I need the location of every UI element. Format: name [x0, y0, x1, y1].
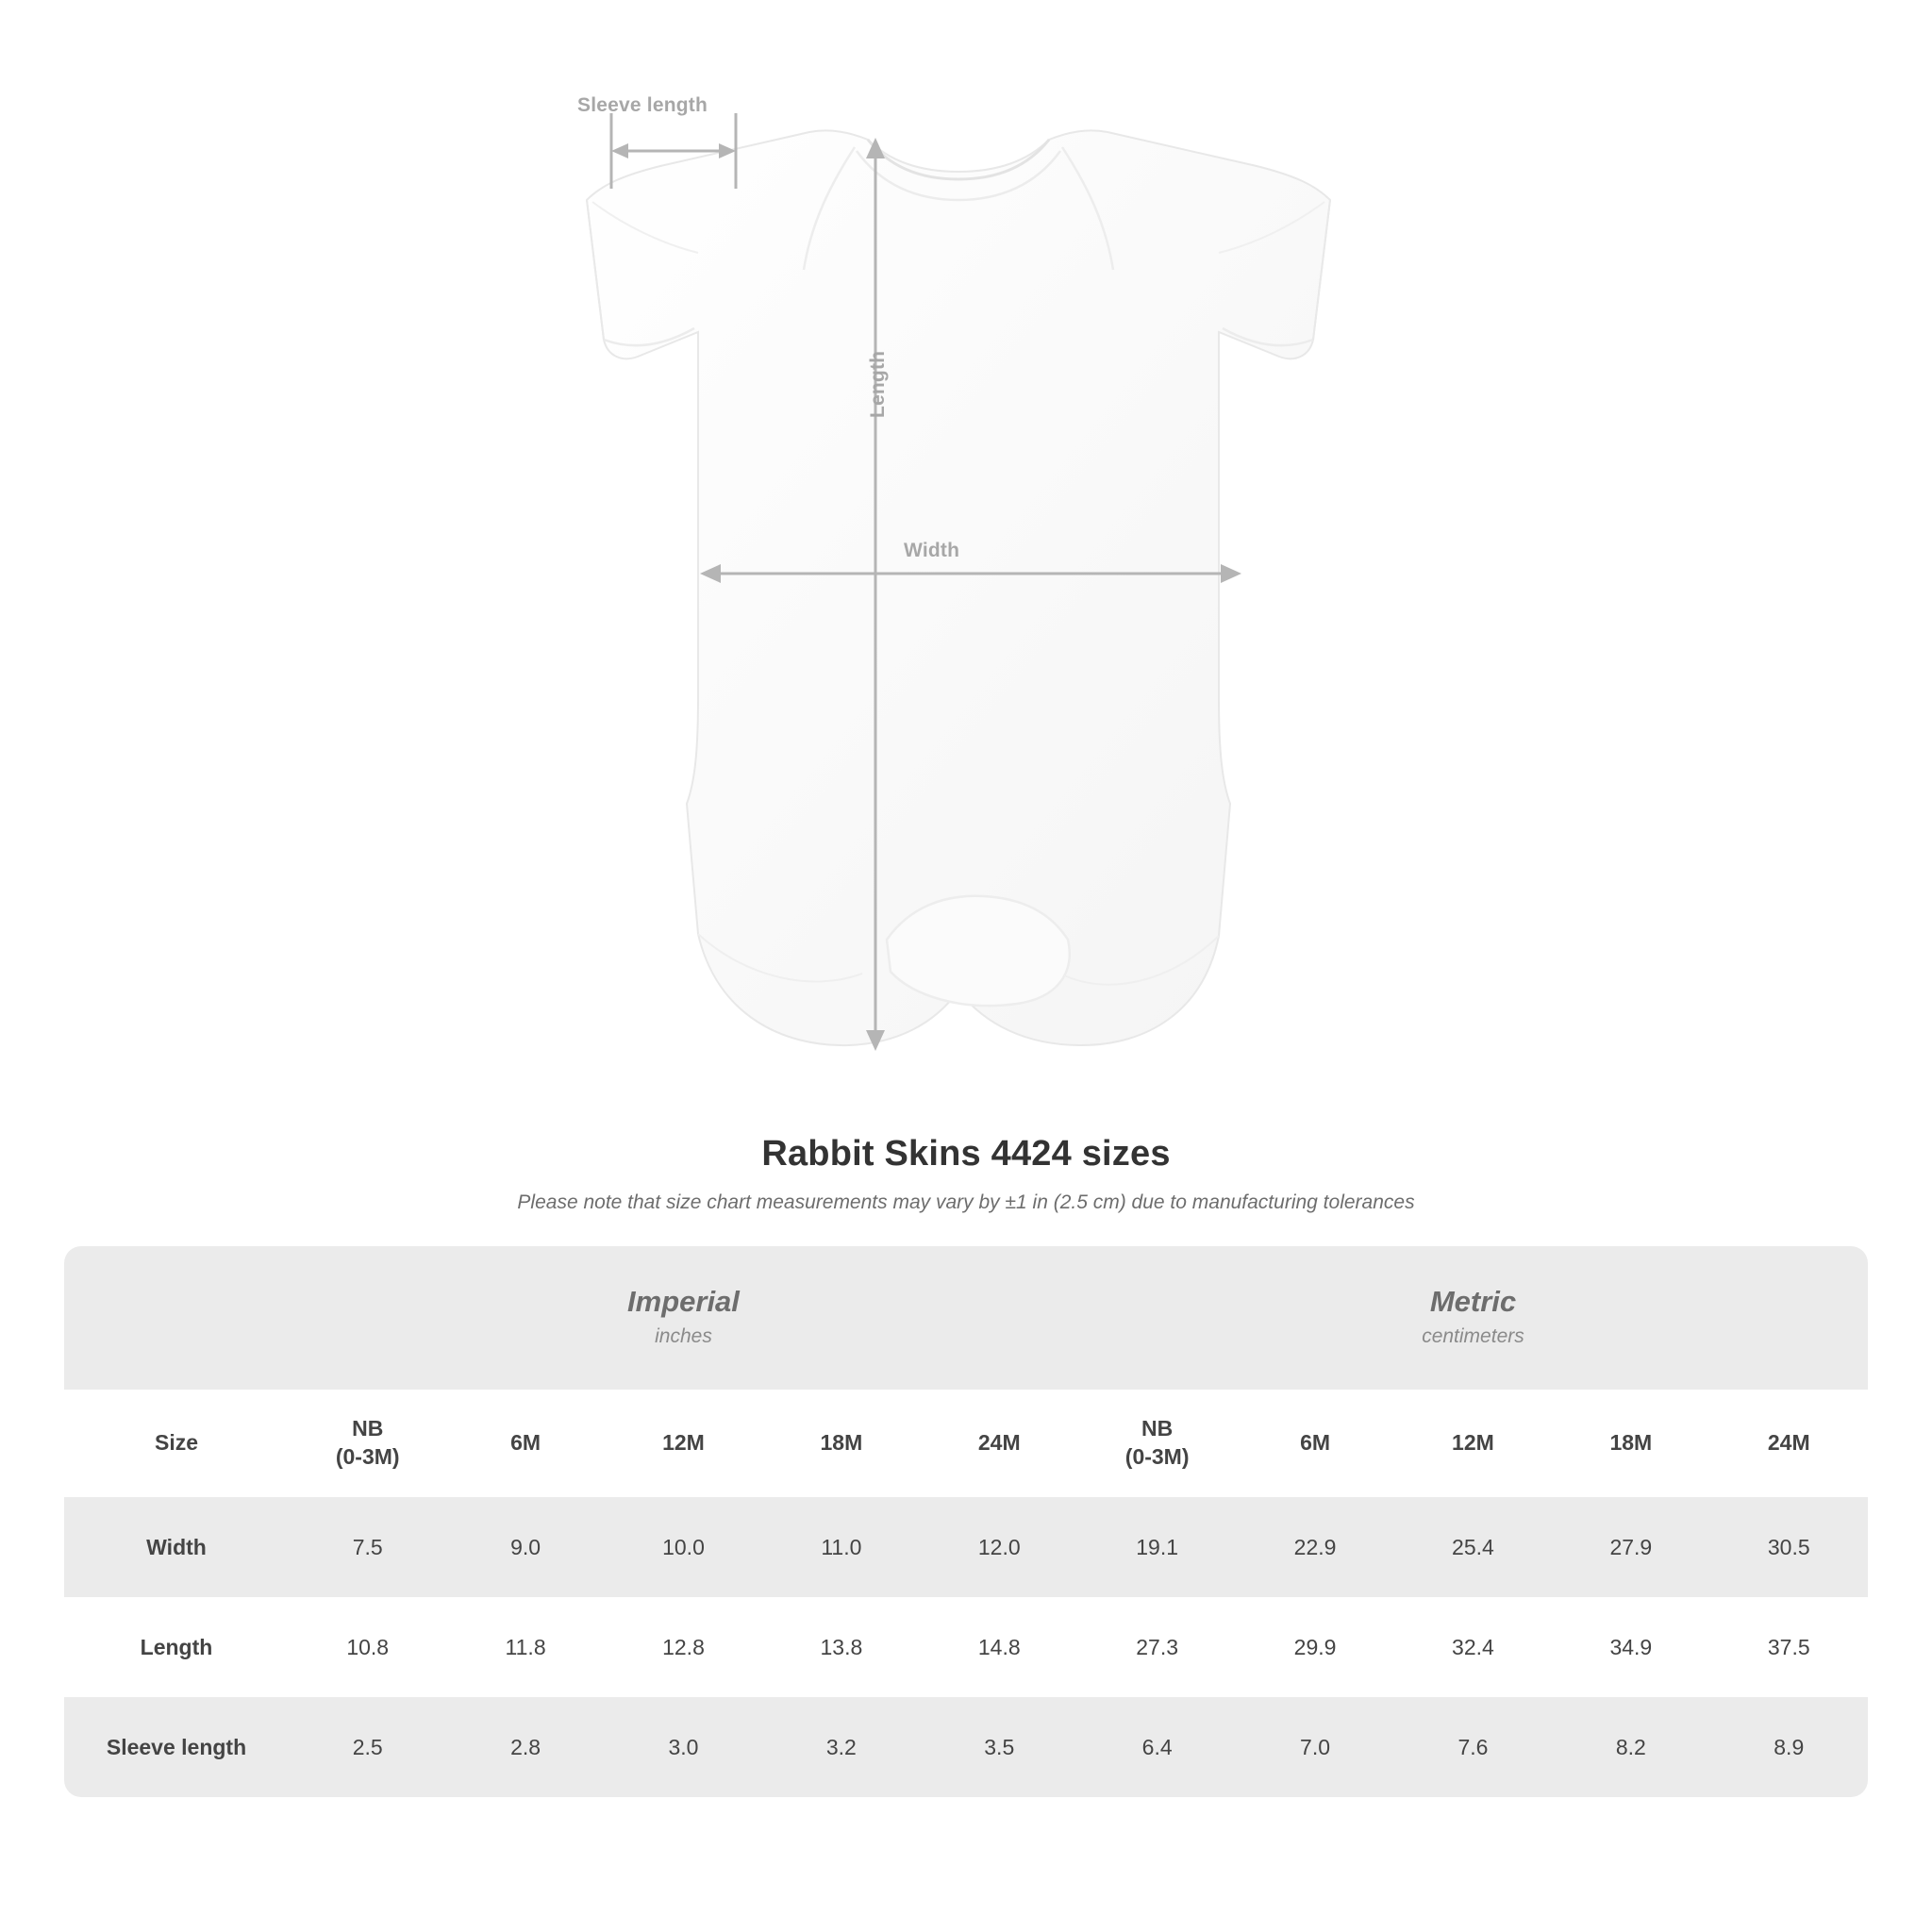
cell-sleeve-5: 6.4	[1078, 1697, 1236, 1797]
unit-group-imperial-name: Imperial	[627, 1284, 740, 1318]
cell-length-7: 32.4	[1394, 1597, 1552, 1697]
cell-length-8: 34.9	[1552, 1597, 1709, 1697]
cell-width-2: 10.0	[605, 1497, 762, 1597]
cell-length-4: 14.8	[921, 1597, 1078, 1697]
cell-length-6: 29.9	[1236, 1597, 1393, 1697]
header-col-2: 12M	[605, 1390, 762, 1497]
length-dim-label: Length	[867, 350, 889, 418]
header-col-0-label: NB	[352, 1416, 384, 1441]
cell-width-6: 22.9	[1236, 1497, 1393, 1597]
header-col-7: 12M	[1394, 1390, 1552, 1497]
row-label-length: Length	[64, 1597, 289, 1697]
cell-length-9: 37.5	[1710, 1597, 1868, 1697]
cell-width-1: 9.0	[446, 1497, 604, 1597]
cell-sleeve-0: 2.5	[289, 1697, 446, 1797]
header-col-5-label: NB	[1141, 1416, 1174, 1441]
header-col-5	[1078, 1390, 1236, 1497]
page-title: Rabbit Skins 4424 sizes	[761, 1134, 1171, 1174]
header-col-8: 18M	[1552, 1390, 1709, 1497]
cell-sleeve-6: 7.0	[1236, 1697, 1393, 1797]
header-col-9: 24M	[1710, 1390, 1868, 1497]
cell-width-9: 30.5	[1710, 1497, 1868, 1597]
cell-sleeve-3: 3.2	[762, 1697, 920, 1797]
cell-length-5: 27.3	[1078, 1597, 1236, 1697]
cell-width-8: 27.9	[1552, 1497, 1709, 1597]
cell-width-7: 25.4	[1394, 1497, 1552, 1597]
header-col-0-sub: (0-3M)	[335, 1444, 400, 1469]
unit-group-metric-name: Metric	[1429, 1284, 1517, 1318]
cell-sleeve-4: 3.5	[921, 1697, 1078, 1797]
cell-sleeve-9: 8.9	[1710, 1697, 1868, 1797]
header-col-0	[289, 1390, 446, 1497]
unit-group-row	[64, 1246, 1868, 1390]
unit-group-metric	[1078, 1246, 1868, 1390]
unit-group-spacer	[64, 1246, 289, 1390]
cell-sleeve-7: 7.6	[1394, 1697, 1552, 1797]
cell-width-4: 12.0	[921, 1497, 1078, 1597]
header-col-1: 6M	[446, 1390, 604, 1497]
sleeve-length-dim-label: Sleeve length	[577, 94, 708, 116]
table-row	[64, 1697, 1868, 1797]
header-col-5-sub: (0-3M)	[1124, 1444, 1190, 1469]
cell-length-1: 11.8	[446, 1597, 604, 1697]
header-size: Size	[64, 1390, 289, 1497]
cell-length-2: 12.8	[605, 1597, 762, 1697]
table-row	[64, 1497, 1868, 1597]
size-table-wrapper	[64, 1246, 1868, 1797]
table-header-row	[64, 1390, 1868, 1497]
unit-group-imperial	[289, 1246, 1078, 1390]
size-table	[64, 1246, 1868, 1797]
row-label-sleeve-length: Sleeve length	[64, 1697, 289, 1797]
row-label-width: Width	[64, 1497, 289, 1597]
width-dim-label: Width	[904, 540, 960, 561]
title-block	[0, 1134, 1932, 1214]
cell-sleeve-8: 8.2	[1552, 1697, 1709, 1797]
header-col-6: 6M	[1236, 1390, 1393, 1497]
cell-sleeve-1: 2.8	[446, 1697, 604, 1797]
cell-width-5: 19.1	[1078, 1497, 1236, 1597]
cell-sleeve-2: 3.0	[605, 1697, 762, 1797]
tolerance-note: Please note that size chart measurements may vary by ±1 in (2.5 cm) due to manufacturing tolerances	[517, 1191, 1415, 1213]
unit-group-metric-sub: centimeters	[1422, 1324, 1524, 1347]
cell-length-0: 10.8	[289, 1597, 446, 1697]
cell-length-3: 13.8	[762, 1597, 920, 1697]
unit-group-imperial-sub: inches	[655, 1324, 712, 1347]
cell-width-3: 11.0	[762, 1497, 920, 1597]
table-row	[64, 1597, 1868, 1697]
header-col-3: 18M	[762, 1390, 920, 1497]
header-col-4: 24M	[921, 1390, 1078, 1497]
cell-width-0: 7.5	[289, 1497, 446, 1597]
